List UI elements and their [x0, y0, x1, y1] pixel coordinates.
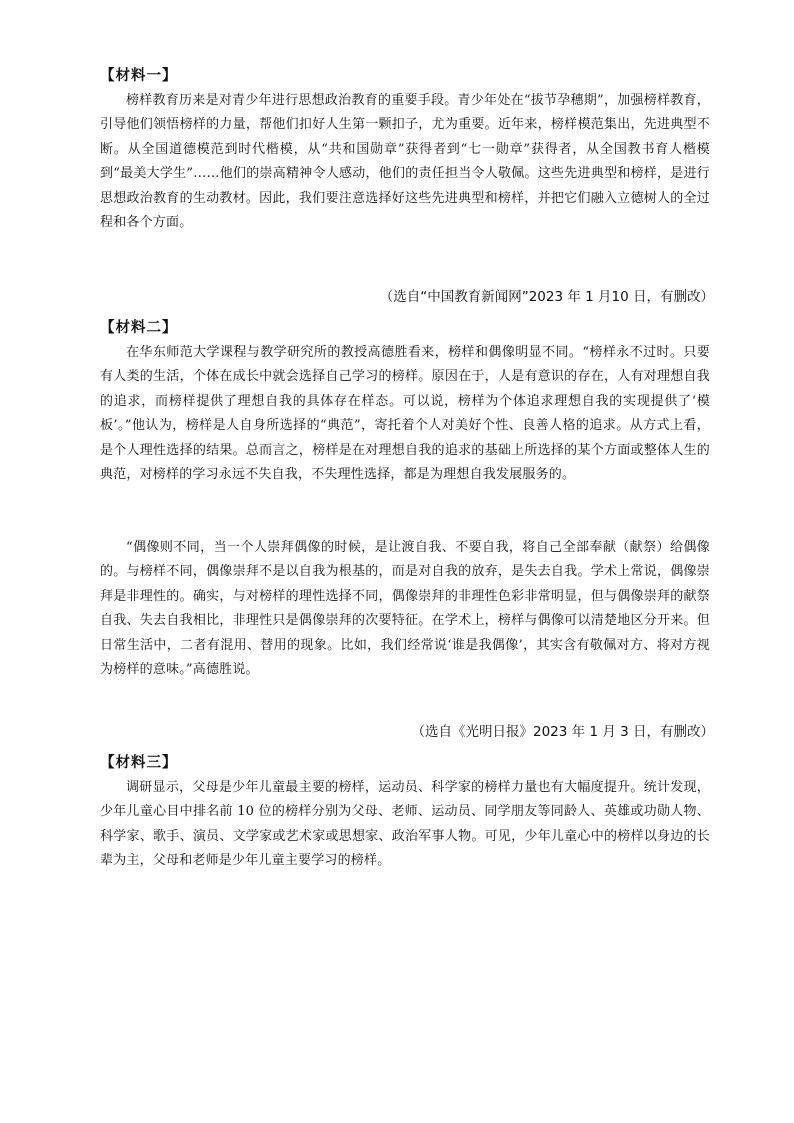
material-1-source: （选自“中国教育新闻网”2023 年 1 月10 日，有删改）	[379, 289, 714, 305]
material-2-heading: 【材料二】	[100, 320, 178, 336]
material-3-paragraph: 调研显示，父母是少年儿童最主要的榜样，运动员、科学家的榜样力量也有大幅度提升。统计发现，少年儿童心目中排名前 10 位的榜样分别为父母、老师、运动员、同学朋友等同龄人、英雄或功勋人物、科学家、歌手、演员、文学家或艺术家或思想家、政治军事人物。可见，少年儿童心中的榜样以身边的长辈为主，父母和老师是少年儿童主要学习的榜样。	[100, 780, 710, 869]
material-2-paragraph-2: “偶像则不同，当一个人崇拜偶像的时候，是让渡自我、不要自我，将自己全部奉献（献祭）给偶像的。与榜样不同，偶像崇拜不是以自我为根基的，而是对自我的放弃，是失去自我。学术上常说，偶像崇拜是非理性的。确实，与对榜样的理性选择不同，偶像崇拜的非理性色彩非常明显，但与偶像崇拜的献祭自我、失去自我相比，非理性只是偶像崇拜的次要特征。在学术上，榜样与偶像可以清楚地区分开来。但日常生活中，二者有混用、替用的现象。比如，我们经常说‘谁是我偶像’，其实含有敬佩对方、将对方视为榜样的意味。”高德胜说。	[100, 540, 710, 678]
material-2-source: （选自《光明日报》2023 年 1 月 3 日，有删改）	[411, 724, 714, 740]
material-1-heading: 【材料一】	[100, 68, 178, 84]
material-3-heading: 【材料三】	[100, 755, 178, 771]
material-1-paragraph: 榜样教育历来是对青少年进行思想政治教育的重要手段。青少年处在“拔节孕穗期”，加强榜样教育，引导他们领悟榜样的力量，帮他们扣好人生第一颗扣子，尤为重要。近年来，榜样模范集出，先进典型不断。从全国道德模范到时代楷模，从“共和国勋章”获得者到“七一勋章”获得者，从全国教书育人楷模到“最美大学生”……他们的崇高精神令人感动，他们的责任担当令人敬佩。这些先进典型和榜样，是进行思想政治教育的生动教材。因此，我们要注意选择好这些先进典型和榜样，并把它们融入立德树人的全过程和各个方面。	[100, 93, 710, 231]
material-2-paragraph-1: 在华东师范大学课程与教学研究所的教授高德胜看来，榜样和偶像明显不同。“榜样永不过时。只要有人类的生活，个体在成长中就会选择自己学习的榜样。原因在于，人是有意识的存在，人有对理想自我的追求，而榜样提供了理想自我的具体存在样态。可以说，榜样为个体追求理想自我的实现提供了‘模板’。”他认为，榜样是人自身所选择的“典范”，寄托着个人对美好个性、良善人格的追求。从方式上看，是个人理性选择的结果。总而言之，榜样是在对理想自我的追求的基础上所选择的某个方面或整体人生的典范，对榜样的学习永远不失自我，不失理性选择，都是为理想自我发展服务的。	[100, 345, 710, 483]
